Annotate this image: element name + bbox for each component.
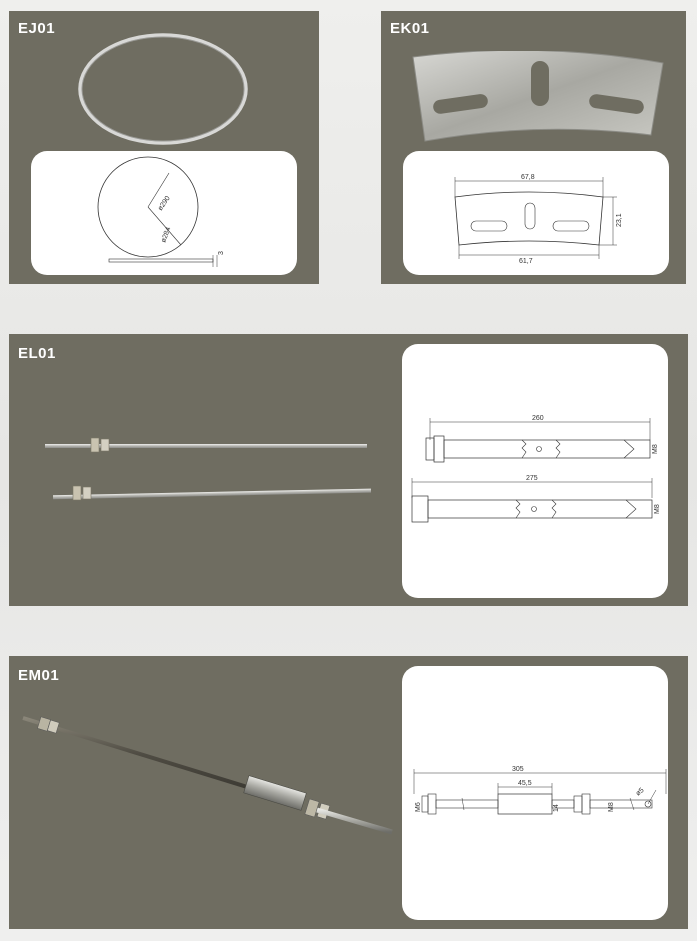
technical-drawing-card bbox=[31, 151, 297, 275]
rods-drawing bbox=[402, 344, 668, 598]
dim-body-length: 45,5 bbox=[518, 780, 532, 787]
product-photo-plate bbox=[411, 51, 666, 151]
dim-total-length: 305 bbox=[512, 766, 524, 773]
technical-drawing-card bbox=[402, 666, 668, 920]
product-photo-ring bbox=[73, 29, 253, 149]
ring-drawing bbox=[31, 151, 297, 275]
dim-thread-2: M8 bbox=[654, 504, 661, 514]
product-code: EM01 bbox=[18, 667, 60, 684]
dim-top-width: 67,8 bbox=[521, 174, 535, 181]
dim-thread-right: M8 bbox=[608, 802, 615, 812]
product-photo-tension-rod bbox=[17, 708, 397, 838]
dim-thread-left: M6 bbox=[415, 802, 422, 812]
dim-bottom-width: 61,7 bbox=[519, 258, 533, 265]
dim-length-2: 275 bbox=[526, 475, 538, 482]
product-panel-ek01 bbox=[381, 11, 686, 284]
technical-drawing-card bbox=[402, 344, 668, 598]
product-code: EJ01 bbox=[18, 20, 56, 37]
dim-height: 23,1 bbox=[616, 213, 623, 227]
dim-length-1: 260 bbox=[532, 415, 544, 422]
product-code: EK01 bbox=[390, 20, 430, 37]
technical-drawing-card bbox=[403, 151, 669, 275]
dim-inner-diameter: ø284 bbox=[160, 226, 173, 244]
dim-thickness: 3 bbox=[218, 251, 225, 255]
dim-body-width: 14 bbox=[553, 804, 560, 812]
product-code: EL01 bbox=[18, 345, 56, 362]
tension-rod-drawing bbox=[402, 666, 668, 920]
product-panel-em01 bbox=[9, 656, 688, 929]
product-panel-el01 bbox=[9, 334, 688, 606]
product-photo-rods bbox=[39, 424, 379, 514]
plate-drawing bbox=[403, 151, 669, 275]
dim-hole-diameter: ø5 bbox=[634, 786, 646, 798]
dim-outer-diameter: ø290 bbox=[156, 195, 172, 213]
product-panel-ej01 bbox=[9, 11, 319, 284]
dim-thread-1: M8 bbox=[652, 444, 659, 454]
